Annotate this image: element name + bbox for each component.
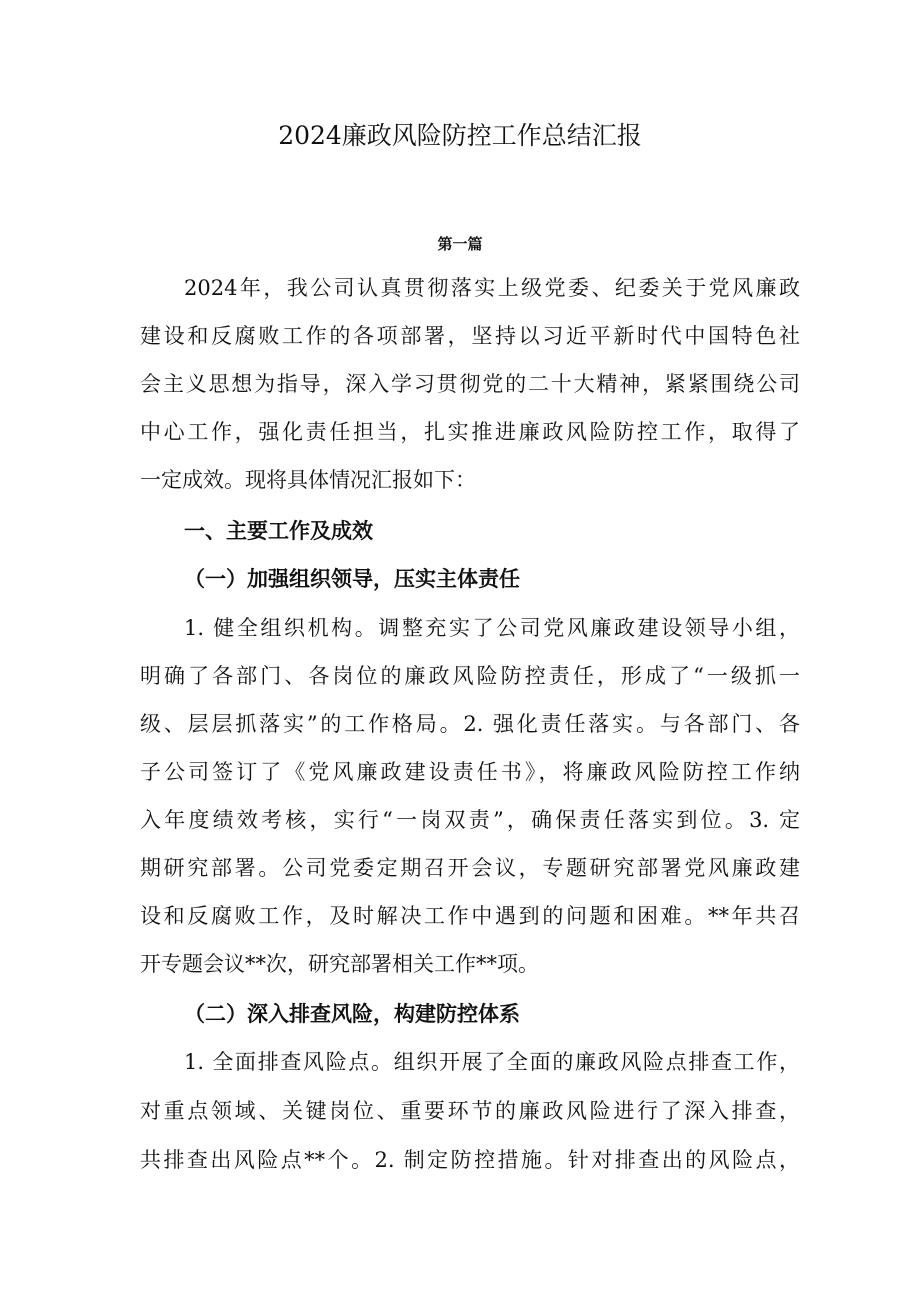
intro-line-3: 会主义思想为指导，深入学习贯彻党的二十大精神，紧紧围绕公司 — [140, 372, 800, 396]
document-subtitle: 第一篇 — [437, 235, 483, 253]
document-title: 2024廉政风险防控工作总结汇报 — [278, 121, 642, 150]
subsection1-line-7: 设和反腐败工作，及时解决工作中遇到的问题和困难。**年共召 — [140, 904, 800, 928]
subsection1-line-2: 明确了各部门、各岗位的廉政风险防控责任，形成了“一级抓一 — [140, 664, 800, 688]
subsection1-line-4: 子公司签订了《党风廉政建设责任书》，将廉政风险防控工作纳 — [140, 760, 800, 784]
subsection-heading-1: （一）加强组织领导，压实主体责任 — [184, 566, 520, 591]
intro-line-1: 2024年，我公司认真贯彻落实上级党委、纪委关于党风廉政 — [184, 276, 800, 300]
intro-line-5: 一定成效。现将具体情况汇报如下： — [140, 468, 476, 492]
subsection2-line-2: 对重点领域、关键岗位、重要环节的廉政风险进行了深入排查， — [140, 1099, 800, 1123]
intro-line-2: 建设和反腐败工作的各项部署，坚持以习近平新时代中国特色社 — [140, 324, 800, 348]
subsection1-line-5: 入年度绩效考核，实行“一岗双责”，确保责任落实到位。3. 定 — [140, 808, 800, 832]
subsection-heading-2: （二）深入排查风险，构建防控体系 — [184, 1001, 520, 1026]
subsection2-line-1: 1. 全面排查风险点。组织开展了全面的廉政风险点排查工作， — [184, 1050, 800, 1074]
subsection1-line-1: 1. 健全组织机构。调整充实了公司党风廉政建设领导小组， — [184, 616, 800, 640]
subsection1-line-6: 期研究部署。公司党委定期召开会议，专题研究部署党风廉政建 — [140, 856, 800, 880]
section-heading: 一、主要工作及成效 — [184, 518, 373, 543]
subsection2-line-3: 共排查出风险点**个。2. 制定防控措施。针对排查出的风险点， — [140, 1148, 800, 1172]
subsection1-line-3: 级、层层抓落实”的工作格局。2. 强化责任落实。与各部门、各 — [140, 712, 800, 736]
subsection1-line-8: 开专题会议**次，研究部署相关工作**项。 — [140, 952, 539, 976]
intro-line-4: 中心工作，强化责任担当，扎实推进廉政风险防控工作，取得了 — [140, 420, 800, 444]
